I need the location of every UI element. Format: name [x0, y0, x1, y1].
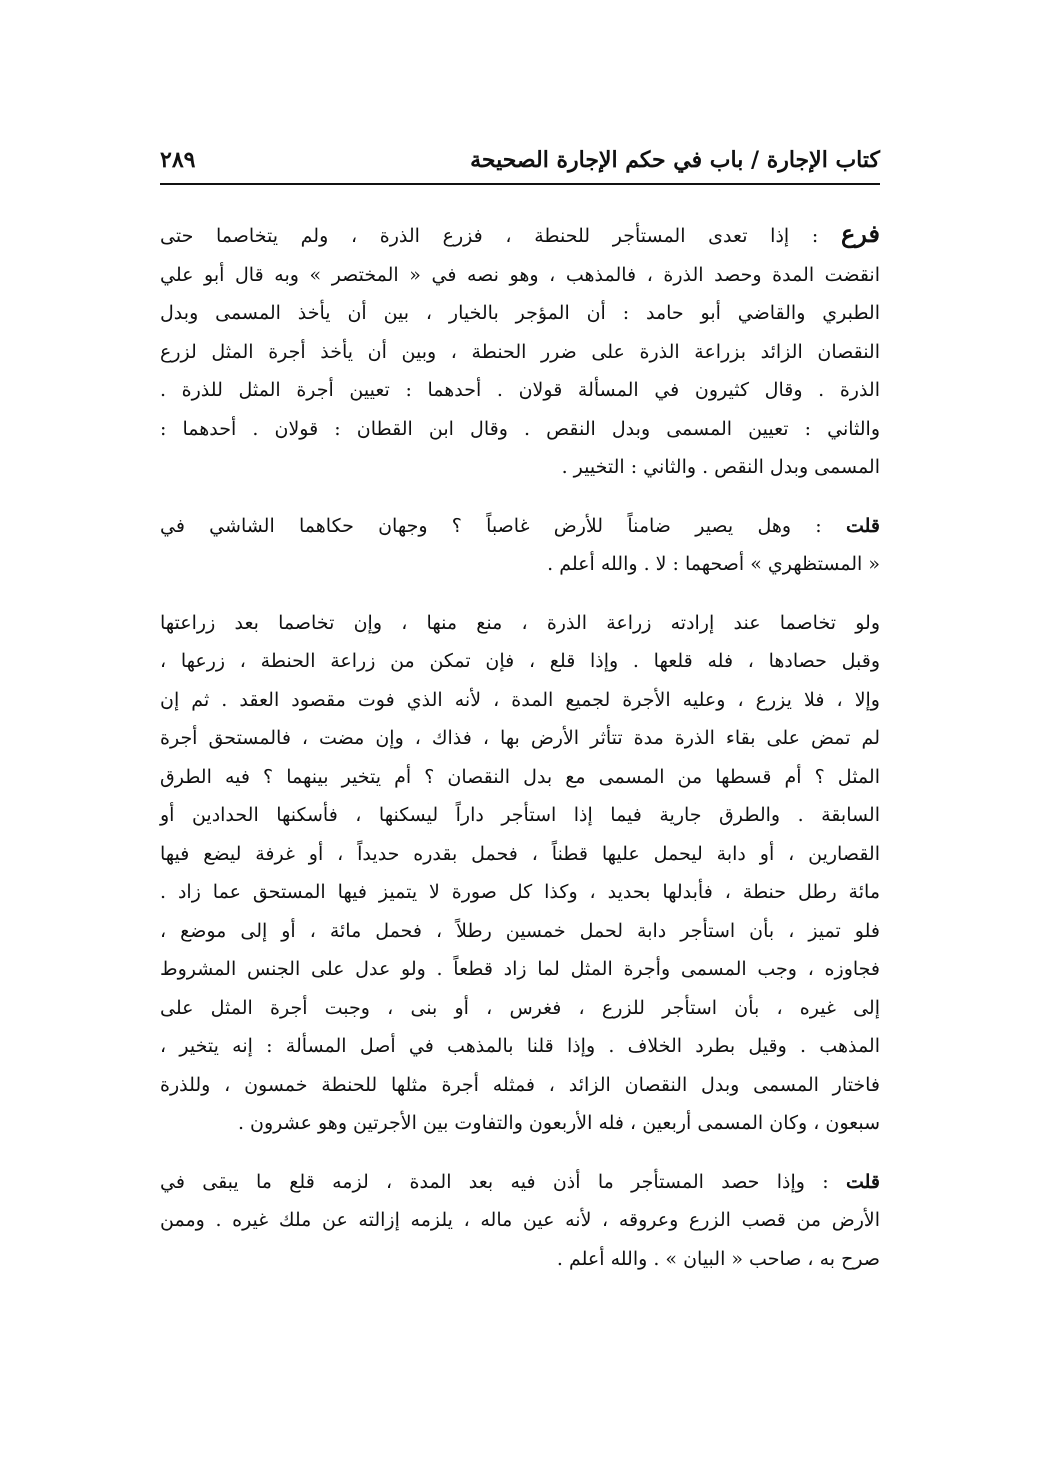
running-header: [160, 140, 880, 180]
paragraph-main: ولو تخاصما عند إرادته زراعة الذرة ، منع منها ، وإن تخاصما بعد زراعتها وقبل حصادها ، فله قلعها . وإذا قلع ، فإن تمكن من زراعة الحنطة ، زرعها ، وإلا ، فلا يزرع ، وعليه الأجرة لجميع المدة ، لأنه الذي فوت مقصود العقد . ثم إن لم تمض على بقاء الذرة مدة تتأثر الأرض بها ، فذاك ، وإن مضت ، فالمستحق أجرة المثل ؟ أم قسطها من المسمى مع بدل النقصان ؟ أم يتخير بينهما ؟ فيه الطرق السابقة . والطرق جارية فيما إذا استأجر داراً ليسكنها ، فأسكنها الحدادين أو القصارين ، أو دابة ليحمل عليها قطناً ، فحمل بقدره حديداً ، أو غرفة ليضع فيها مائة رطل حنطة ، فأبدلها بحديد ، وكذا كل صورة لا يتميز فيها المستحق عما زاد . فلو تميز ، بأن استأجر دابة لحمل خمسين رطلاً ، فحمل مائة ، أو إلى موضع ، فجاوزه ، وجب المسمى وأجرة المثل لما زاد قطعاً . ولو عدل على الجنس المشروط إلى غيره ، بأن استأجر للزرع ، فغرس ، أو بنى ، وجبت أجرة المثل على المذهب . وقيل بطرد الخلاف . وإذا قلنا بالمذهب في أصل المسألة : إنه يتخير ، فاختار المسمى وبدل النقصان الزائد ، فمثله أجرة مثلها للحنطة خمسون ، وللذرة سبعون ، وكان المسمى أربعين ، فله الأربعون والتفاوت بين الأجرتين وهو عشرون .: [160, 611, 880, 1134]
paragraph-far: فرع : إذا تعدى المستأجر للحنطة ، فزرع الذرة ، ولم يتخاصما حتى انقضت المدة وحصد الذرة ، فالمذهب ، وهو نصه في « المختصر » وبه قال أبو علي الطبري والقاضي أبو حامد : أن المؤجر بالخيار ، بين أن يأخذ المسمى وبدل النقصان الزائد بزراعة الذرة على ضرر الحنطة ، وبين أن يأخذ أجرة المثل لزرع الذرة . وقال كثيرون في المسألة قولان . أحدهما : تعيين أجرة المثل للذرة . والثاني : تعيين المسمى وبدل النقص . وقال ابن القطان : قولان . أحدهما : المسمى وبدل النقص . والثاني : التخيير .: [160, 219, 880, 478]
paragraph-qultu-1: قلت : وهل يصير ضامناً للأرض غاصباً ؟ وجهان حكاهما الشاشي في « المستظهري » أصحهما : لا . والله أعلم .: [160, 514, 880, 575]
running-title: كتاب الإجارة / باب في حكم الإجارة الصحيحة: [470, 147, 880, 173]
paragraph-qultu-2: قلت : وإذا حصد المستأجر ما أذن فيه بعد المدة ، لزمه قلع ما يبقى في الأرض من قصب الزرع وعروقه ، لأنه عين ماله ، يلزمه إزالته عن ملك غيره . وممن صرح به ، صاحب « البيان » . والله أعلم .: [160, 1170, 880, 1270]
section-lead-qultu: قلت: [845, 514, 880, 537]
page-body: [160, 215, 880, 1278]
section-lead-far: فرع: [840, 219, 880, 248]
header-divider: [160, 183, 880, 185]
section-lead-qultu: قلت: [845, 1170, 880, 1193]
page-number: ٢٨٩: [160, 147, 196, 173]
